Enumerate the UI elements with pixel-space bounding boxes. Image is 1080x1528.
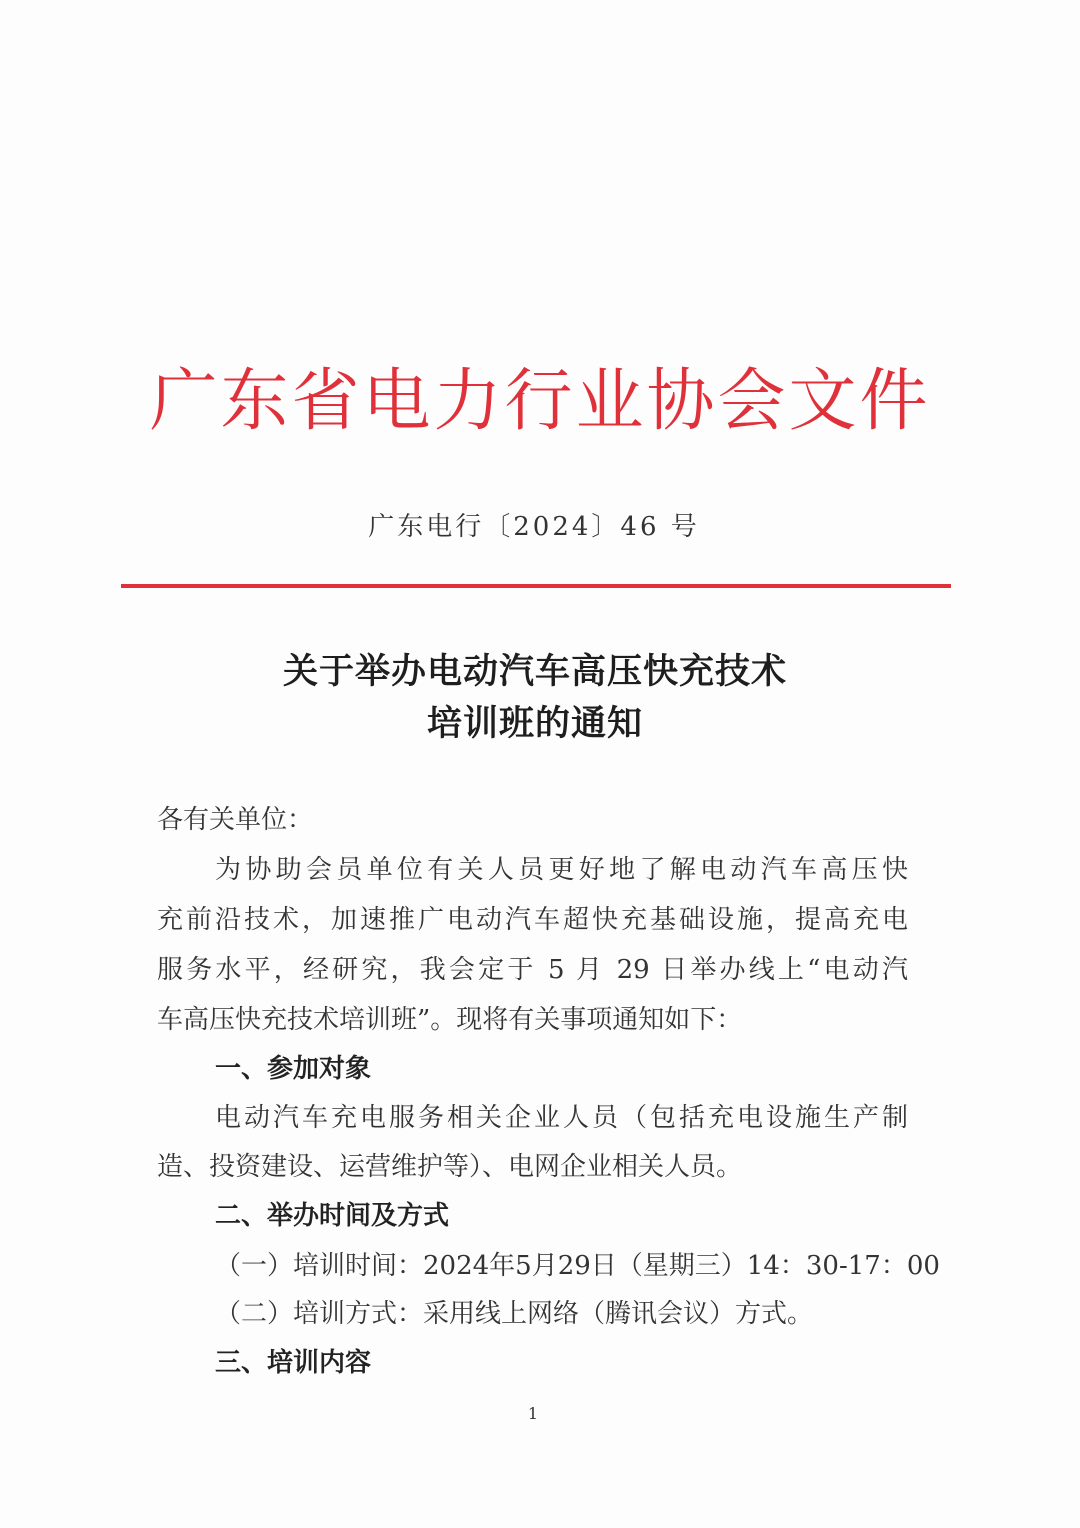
notice-title-line-2: 培训班的通知 xyxy=(426,704,643,744)
salutation: 各有关单位： xyxy=(157,805,314,835)
intro-line-3: 服务水平，经研究，我会定于 5 月 29 日举办线上“电动汽 xyxy=(157,955,908,985)
section-3-heading: 三、培训内容 xyxy=(215,1348,372,1378)
page-number: 1 xyxy=(527,1404,539,1423)
section-1-line-2: 造、投资建设、运营维护等）、电网企业相关人员。 xyxy=(157,1152,743,1182)
section-1-heading: 一、参加对象 xyxy=(215,1054,372,1084)
intro-line-1: 为协助会员单位有关人员更好地了解电动汽车高压快 xyxy=(215,855,908,885)
section-2-heading: 二、举办时间及方式 xyxy=(215,1201,450,1231)
red-divider xyxy=(121,584,951,588)
issuer-header: 广东省电力行业协会文件 xyxy=(149,362,931,441)
section-2-item-2: （二）培训方式：采用线上网络（腾讯会议）方式。 xyxy=(215,1299,814,1329)
intro-line-2: 充前沿技术，加速推广电动汽车超快充基础设施，提高充电 xyxy=(157,905,908,935)
intro-line-4: 车高压快充技术培训班”。现将有关事项通知如下： xyxy=(157,1005,743,1035)
section-1-line-1: 电动汽车充电服务相关企业人员（包括充电设施生产制 xyxy=(215,1103,908,1133)
document-number: 广东电行〔2024〕46 号 xyxy=(368,512,700,542)
section-2-item-1: （一）培训时间：2024年5月29日（星期三）14：30-17：00 xyxy=(215,1251,940,1281)
notice-title-line-1: 关于举办电动汽车高压快充技术 xyxy=(282,652,787,692)
